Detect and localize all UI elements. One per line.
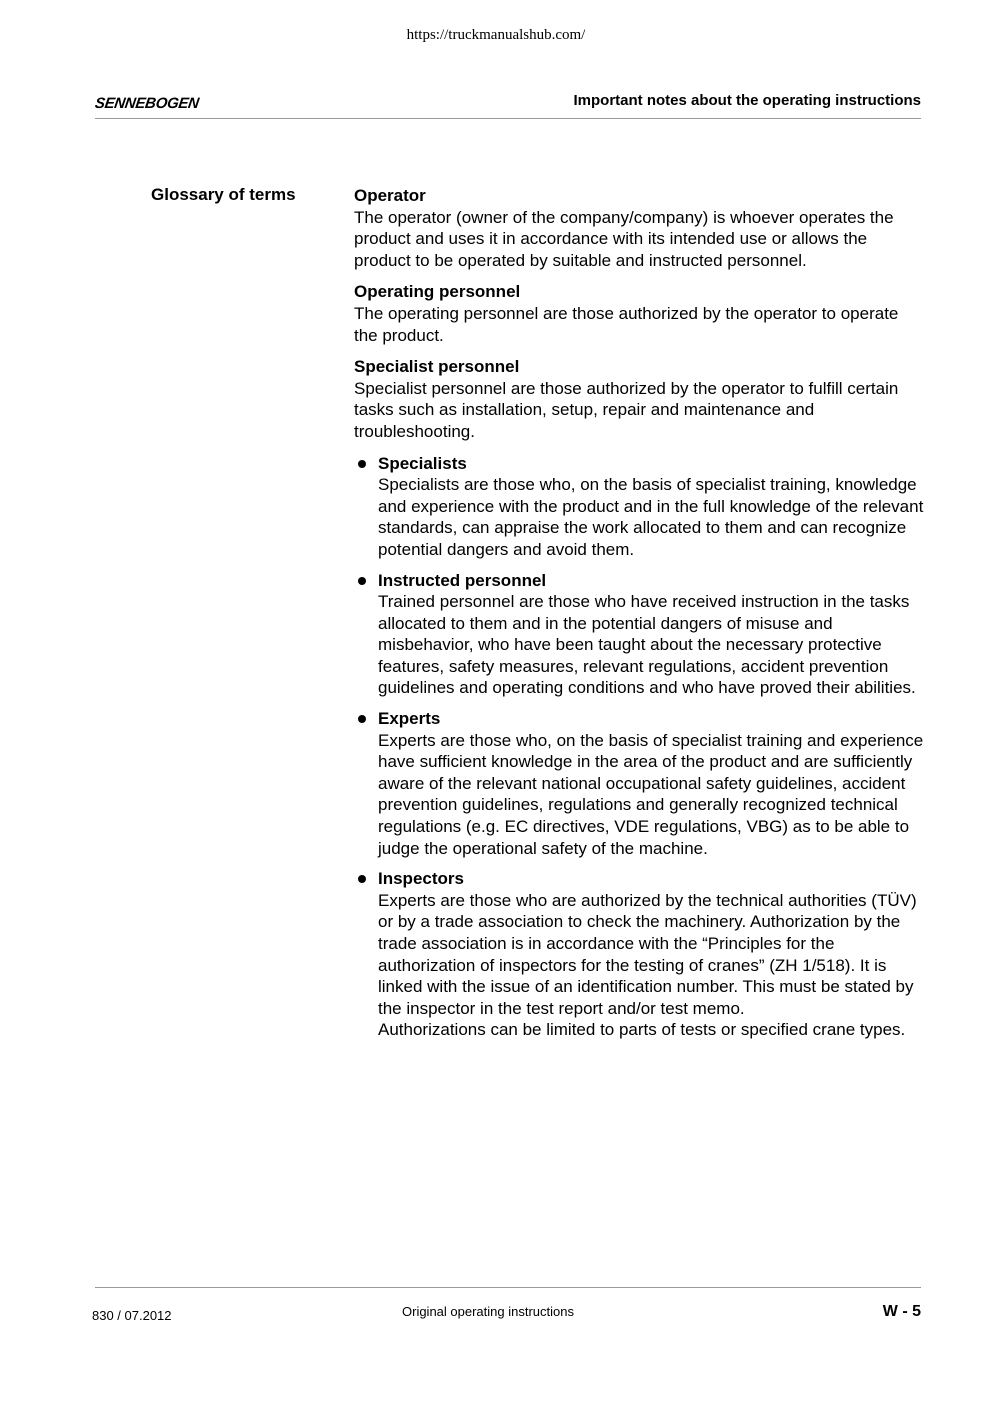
entry-title: Specialist personnel [354, 357, 520, 377]
bullet-specialists [354, 453, 924, 561]
bullet-dot-icon [358, 715, 366, 723]
header-title: Important notes about the operating instructions [573, 92, 921, 109]
bullet-text: Trained personnel are those who have received instruction in the tasks allocated to them and in the potential dangers of misuse and misbehavior, who have been taught about the necessary protective features, safety measures, relevant regulations, accident prevention guidelines and operating conditions and who have proved their abilities. [378, 592, 916, 698]
bullet-text: Authorizations can be limited to parts of tests or specified crane types. [378, 1020, 906, 1040]
bullet-title: Instructed personnel [378, 570, 547, 590]
bullet-dot-icon [358, 577, 366, 585]
sennebogen-logo: SENNEBOGEN [93, 95, 200, 112]
footer-caption: Original operating instructions [402, 1304, 574, 1319]
page-number: W - 5 [882, 1303, 921, 1320]
glossary-content [354, 185, 924, 1050]
glossary-entry-operator [354, 185, 924, 271]
entry-title: Operating personnel [354, 282, 521, 302]
bullet-title: Inspectors [378, 869, 464, 889]
header-rule [95, 118, 921, 119]
bullet-inspectors [354, 868, 924, 1041]
bullet-title: Experts [378, 709, 441, 729]
personnel-bullet-list [354, 453, 924, 1041]
section-heading: Glossary of terms [151, 185, 296, 204]
footer-rule [95, 1287, 921, 1288]
entry-text: The operator (owner of the company/company) is whoever operates the product and uses it in accordance with its intended use or allows the product to be operated by suitable and instructed personnel. [354, 207, 894, 270]
entry-text: Specialist personnel are those authorized by the operator to fulfill certain tasks such as installation, setup, repair and maintenance and troubleshooting. [354, 378, 899, 441]
bullet-text: Specialists are those who, on the basis of specialist training, knowledge and experience with the product and in the full knowledge of the relevant standards, can appraise the work allocated to them and can recognize potential dangers and avoid them. [378, 475, 924, 559]
bullet-dot-icon [358, 460, 366, 468]
bullet-dot-icon [358, 875, 366, 883]
bullet-instructed-personnel [354, 570, 924, 700]
bullet-title: Specialists [378, 453, 467, 473]
bullet-text: Experts are those who, on the basis of specialist training and experience have sufficient knowledge in the area of the product and are sufficiently aware of the relevant national occupational safety guidelines, accident prevention guidelines, regulations and generally recognized technical regulations (e.g. EC directives, VDE regulations, VBG) as to be able to judge the operational safety of the machine. [378, 730, 924, 858]
glossary-entry-operating-personnel [354, 281, 924, 346]
entry-title: Operator [354, 186, 426, 205]
source-url: https://truckmanualshub.com/ [406, 27, 586, 43]
bullet-text: Experts are those who are authorized by the technical authorities (TÜV) or by a trade association to check the machinery. Authorization by the trade association is in accordance with the “Principles for the authorization of inspectors for the testing of cranes” (ZH 1/518). It is linked with the issue of an identification number. This must be stated by the inspector in the test report and/or test memo. [378, 890, 917, 1018]
glossary-entry-specialist-personnel [354, 356, 924, 442]
doc-code: 830 / 07.2012 [92, 1308, 172, 1323]
entry-text: The operating personnel are those authorized by the operator to operate the product. [354, 303, 899, 345]
bullet-experts [354, 708, 924, 859]
